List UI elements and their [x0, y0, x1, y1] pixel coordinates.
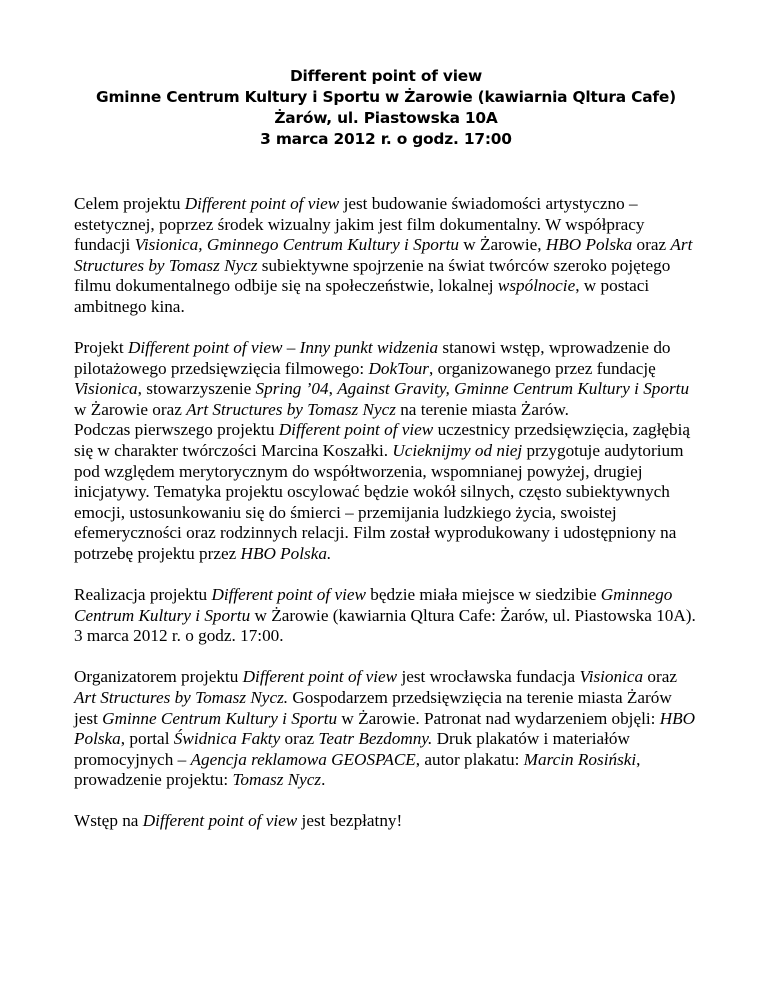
italic-run: Different point of view [278, 420, 434, 440]
italic-run: wspólnocie [497, 276, 576, 296]
document-header [74, 66, 698, 150]
italic-run: Different point of view [242, 667, 398, 687]
italic-run: Marcin Rosiński [523, 749, 637, 769]
paragraph-project: Projekt Different point of view – Inny punkt widzenia stanowi wstęp, wprowadzenie do pilotażowego przedsięwzięcia filmowego: DokTour, organizowanego przez fundację Visionica, stowarzyszenie Spring ’04, Against Gravity, Gminne Centrum Kultury i Sportu w Żarowie oraz Art Structures by Tomasz Nycz na terenie miasta Żarów. [74, 338, 690, 419]
document-body [74, 194, 698, 832]
paragraph-first-edition: Podczas pierwszego projektu Different point of view uczestnicy przedsięwzięcia, zagłębią się w charakter twórczości Marcina Koszałki. Ucieknijmy od niej przygotuje audytorium pod względem merytorycznym do współtworzenia, wspomnianej powyżej, drugiej inicjatywy. Tematyka projektu oscylować będzie wokół silnych, często subiektywnych emocji, ustosunkowaniu się do śmierci – przemijania ludzkiego życia, swoistej efemeryczności oraz rodzinnych relacji. Film został wyprodukowany i udostępniony na potrzebę projektu przez HBO Polska. [74, 420, 690, 563]
italic-run: Different point of view – Inny punkt widzenia [127, 338, 439, 358]
italic-run: Art Structures by Tomasz Nycz. [74, 687, 289, 707]
italic-run: Different point of view [211, 585, 366, 605]
paragraph-location: Realizacja projektu Different point of view będzie miała miejsce w siedzibie Gminnego Centrum Kultury i Sportu w Żarowie (kawiarnia Qltura Cafe: Żarów, ul. Piastowska 10A). 3 marca 2012 r. o godz. 17:00. [74, 585, 696, 646]
paragraph-admission: Wstęp na Different point of view jest bezpłatny! [74, 811, 403, 831]
italic-run: Teatr Bezdomny. [318, 729, 433, 749]
italic-run: Art Structures by Tomasz Nycz [74, 235, 693, 275]
italic-run: Ucieknijmy od niej [392, 441, 523, 461]
italic-run: HBO Polska [74, 708, 696, 749]
italic-run: Art Structures by Tomasz Nycz [186, 399, 396, 419]
italic-run: Świdnica Fakty [173, 729, 281, 749]
italic-run: Visionica, Gminnego Centrum Kultury i Sportu [134, 235, 459, 255]
event-title: Different point of view [289, 67, 483, 85]
italic-run: Visionica [579, 667, 644, 687]
italic-run: Against Gravity, Gminne Centrum Kultury i Sportu [337, 379, 690, 399]
paragraph-organizers: Organizatorem projektu Different point of view jest wrocławska fundacja Visionica oraz Art Structures by Tomasz Nycz. Gospodarzem przedsięwzięcia na terenie miasta Żarów jest Gminne Centrum Kultury i Sportu w Żarowie. Patronat nad wydarzeniem objęli: HBO Polska, portal Świdnica Fakty oraz Teatr Bezdomny. Druk plakatów i materiałów promocyjnych – Agencja reklamowa GEOSPACE, autor plakatu: Marcin Rosiński, prowadzenie projektu: Tomasz Nycz. [74, 667, 696, 790]
event-venue: Gminne Centrum Kultury i Sportu w Żarowie (kawiarnia Qltura Cafe) [96, 88, 676, 106]
italic-run: Tomasz Nycz [232, 770, 322, 790]
italic-run: Agencja reklamowa GEOSPACE [190, 749, 416, 769]
italic-run: Different point of view [142, 811, 298, 831]
italic-run: HBO Polska [545, 235, 633, 255]
italic-run: DokTour [368, 358, 429, 378]
italic-run: Different point of view [184, 194, 340, 213]
italic-run: Visionica [74, 379, 138, 399]
italic-run: Gminnego Centrum Kultury i Sportu [74, 585, 673, 625]
italic-run: HBO Polska. [240, 544, 332, 563]
italic-run: Gminne Centrum Kultury i Sportu [102, 708, 338, 728]
italic-run: Spring ’04 [255, 379, 329, 399]
paragraph-goal: Celem projektu Different point of view jest budowanie świadomości artystyczno – estetycznej, poprzez środek wizualny jakim jest film dokumentalny. W współpracy fundacji Visionica, Gminnego Centrum Kultury i Sportu w Żarowie, HBO Polska oraz Art Structures by Tomasz Nycz subiektywne spojrzenie na świat twórców szeroko pojętego filmu dokumentalnego odbije się na społeczeństwie, lokalnej wspólnocie, w postaci ambitnego kina. [74, 194, 693, 316]
event-date: 3 marca 2012 r. o godz. 17:00 [260, 130, 512, 148]
event-address: Żarów, ul. Piastowska 10A [274, 109, 498, 127]
